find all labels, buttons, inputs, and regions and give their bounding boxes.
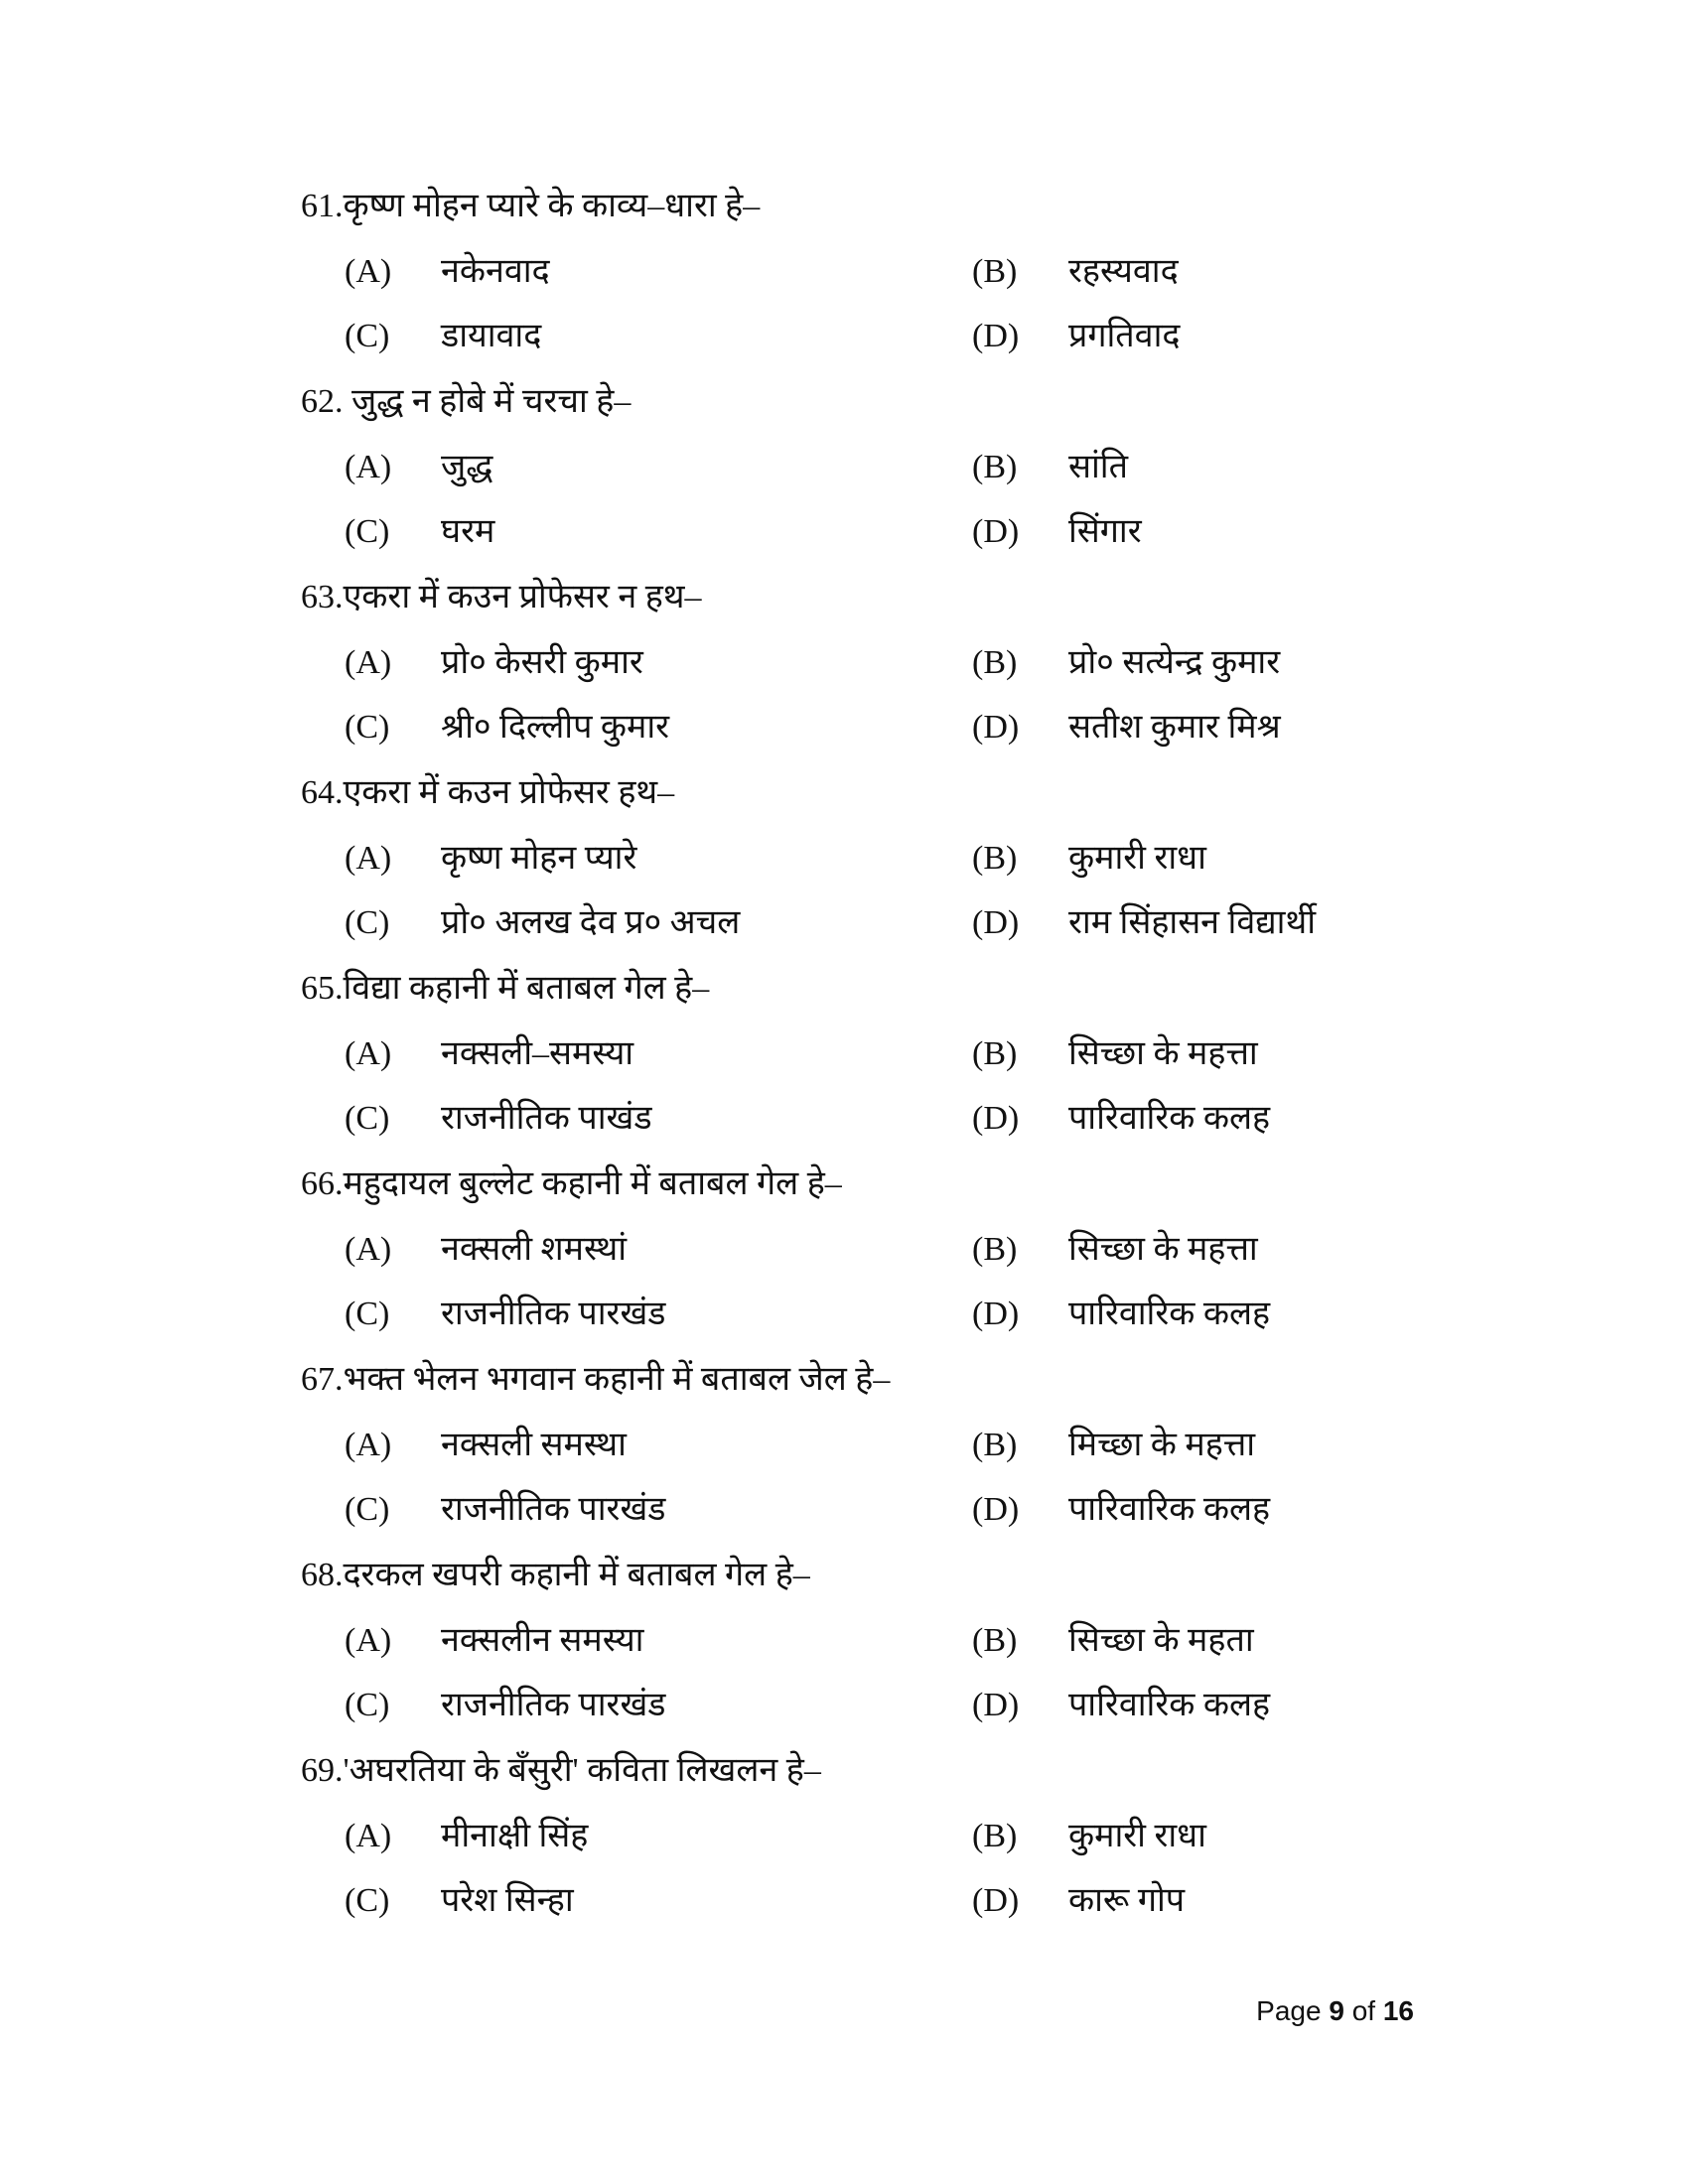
option-label: (A) <box>345 1427 392 1463</box>
option-label: (D) <box>972 1491 1020 1528</box>
option-label: (A) <box>345 253 392 290</box>
option-text: पारिवारिक कलह <box>1068 1491 1271 1528</box>
option-label: (D) <box>972 904 1020 941</box>
question-stem: कृष्ण मोहन प्यारे के काव्य–धारा हे– <box>343 188 761 224</box>
question-stem: एकरा में कउन प्रोफेसर न हथ– <box>343 579 702 615</box>
question-stem: 'अघरतिया के बँसुरी' कविता लिखलन हे– <box>343 1752 821 1789</box>
question-stem: एकरा में कउन प्रोफेसर हथ– <box>343 774 675 811</box>
option-text: प्रो० अलख देव प्र० अचल <box>441 904 741 941</box>
option-text: राजनीतिक पारखंड <box>441 1687 666 1723</box>
option-label: (C) <box>345 709 390 746</box>
question-number: 65. <box>301 970 344 1007</box>
option-label: (C) <box>345 1687 390 1723</box>
option-label: (D) <box>972 1687 1020 1723</box>
option-text: जुद्ध <box>441 449 493 485</box>
option-label: (A) <box>345 1818 392 1854</box>
option-text: सिंगार <box>1068 513 1142 550</box>
option-text: कुमारी राधा <box>1068 840 1206 877</box>
question-number: 66. <box>301 1165 344 1202</box>
option-label: (C) <box>345 513 390 550</box>
option-label: (D) <box>972 1296 1020 1332</box>
question-text <box>301 578 701 617</box>
option-label: (A) <box>345 1035 392 1072</box>
option-label: (B) <box>972 1622 1018 1659</box>
option-label: (A) <box>345 644 392 681</box>
option-label: (D) <box>972 513 1020 550</box>
total-pages: 16 <box>1382 1995 1414 2026</box>
option-label: (A) <box>345 1622 392 1659</box>
option-text: नक्सली शमस्थां <box>441 1231 628 1268</box>
question-stem: जुद्ध न होबे में चरचा हे– <box>343 383 632 420</box>
option-text: सिच्छा के महत्ता <box>1068 1035 1258 1072</box>
question-stem: विद्या कहानी में बताबल गेल हे– <box>343 970 710 1007</box>
option-text: कारू गोप <box>1068 1882 1186 1919</box>
option-text: प्रगतिवाद <box>1068 318 1181 354</box>
option-label: (B) <box>972 1818 1018 1854</box>
option-label: (B) <box>972 1035 1018 1072</box>
option-text: मीनाक्षी सिंह <box>441 1818 589 1854</box>
option-text: श्री० दिल्लीप कुमार <box>441 709 670 746</box>
option-label: (A) <box>345 449 392 485</box>
option-label: (B) <box>972 253 1018 290</box>
option-text: प्रो० केसरी कुमार <box>441 644 643 681</box>
option-text: डायावाद <box>441 318 542 354</box>
question-text <box>301 382 631 422</box>
current-page: 9 <box>1329 1995 1344 2026</box>
question-number: 62. <box>301 383 344 420</box>
option-text: रहस्यवाद <box>1068 253 1179 290</box>
option-text: पारिवारिक कलह <box>1068 1687 1271 1723</box>
option-label: (C) <box>345 318 390 354</box>
question-number: 61. <box>301 188 344 224</box>
option-label: (D) <box>972 1100 1020 1137</box>
option-label: (B) <box>972 449 1018 485</box>
page-number <box>1256 1995 1414 2027</box>
option-text: परेश सिन्हा <box>441 1882 574 1919</box>
option-label: (B) <box>972 644 1018 681</box>
option-text: नकेनवाद <box>441 253 550 290</box>
option-label: (C) <box>345 1100 390 1137</box>
option-text: राजनीतिक पारखंड <box>441 1296 666 1332</box>
page-of: of <box>1343 1995 1383 2026</box>
option-label: (B) <box>972 840 1018 877</box>
question-number: 69. <box>301 1752 344 1789</box>
question-number: 64. <box>301 774 344 811</box>
option-label: (C) <box>345 1491 390 1528</box>
option-text: पारिवारिक कलह <box>1068 1296 1271 1332</box>
option-text: कुमारी राधा <box>1068 1818 1206 1854</box>
option-text: नक्सली समस्था <box>441 1427 627 1463</box>
option-text: नक्सलीन समस्या <box>441 1622 644 1659</box>
option-text: कृष्ण मोहन प्यारे <box>441 840 637 877</box>
option-text: राम सिंहासन विद्यार्थी <box>1068 904 1317 941</box>
option-label: (D) <box>972 318 1020 354</box>
option-text: सिच्छा के महता <box>1068 1622 1254 1659</box>
question-text <box>301 187 760 226</box>
question-number: 63. <box>301 579 344 615</box>
option-text: घरम <box>441 513 495 550</box>
question-number: 68. <box>301 1557 344 1593</box>
option-label: (D) <box>972 709 1020 746</box>
question-text <box>301 773 674 813</box>
question-text <box>301 1556 810 1595</box>
option-text: सांति <box>1068 449 1128 485</box>
question-text <box>301 1751 821 1791</box>
option-label: (B) <box>972 1427 1018 1463</box>
option-label: (A) <box>345 840 392 877</box>
option-label: (B) <box>972 1231 1018 1268</box>
question-text <box>301 1164 842 1204</box>
option-label: (C) <box>345 1296 390 1332</box>
option-label: (C) <box>345 1882 390 1919</box>
option-label: (D) <box>972 1882 1020 1919</box>
option-text: नक्सली–समस्या <box>441 1035 634 1072</box>
page-prefix: Page <box>1256 1995 1330 2026</box>
question-text <box>301 1360 890 1400</box>
question-stem: महुदायल बुल्लेट कहानी में बताबल गेल हे– <box>343 1165 842 1202</box>
question-stem: भक्त भेलन भगवान कहानी में बताबल जेल हे– <box>343 1361 891 1398</box>
question-stem: दरकल खपरी कहानी में बताबल गेल हे– <box>343 1557 810 1593</box>
question-number: 67. <box>301 1361 344 1398</box>
option-text: मिच्छा के महत्ता <box>1068 1427 1256 1463</box>
option-text: राजनीतिक पारखंड <box>441 1491 666 1528</box>
option-text: सिच्छा के महत्ता <box>1068 1231 1258 1268</box>
option-text: सतीश कुमार मिश्र <box>1068 709 1281 746</box>
option-label: (C) <box>345 904 390 941</box>
option-text: राजनीतिक पाखंड <box>441 1100 652 1137</box>
option-text: प्रो० सत्येन्द्र कुमार <box>1068 644 1281 681</box>
question-text <box>301 969 709 1009</box>
option-label: (A) <box>345 1231 392 1268</box>
option-text: पारिवारिक कलह <box>1068 1100 1271 1137</box>
